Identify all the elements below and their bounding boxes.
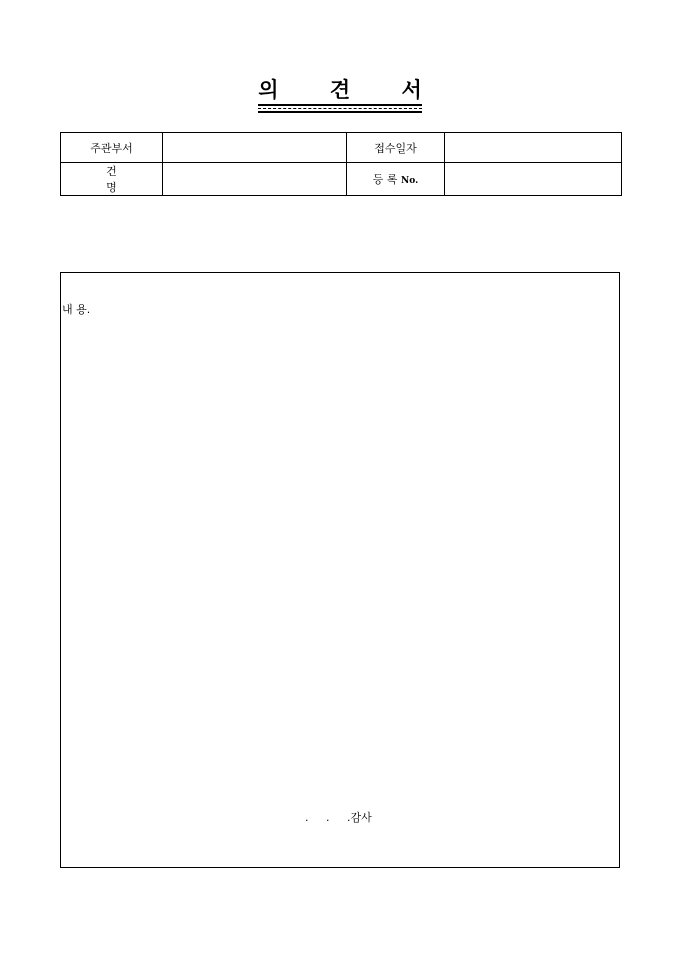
department-label: 주관부서 (61, 133, 163, 163)
registration-number-field[interactable] (445, 163, 622, 196)
table-row (61, 163, 622, 196)
content-label: 내 용. (62, 303, 91, 316)
title-underline-middle (258, 108, 422, 109)
subject-label: 건 명 (61, 163, 163, 196)
info-table (60, 132, 622, 196)
department-field[interactable] (163, 133, 347, 163)
receipt-date-field[interactable] (445, 133, 622, 163)
registration-no-suffix: No. (401, 176, 419, 186)
receipt-date-label: 접수일자 (347, 133, 445, 163)
table-row (61, 133, 622, 163)
title-area (0, 78, 680, 102)
title-underline-bottom (258, 111, 422, 113)
registration-label-text: 등 록 (372, 173, 398, 186)
registration-number-label (347, 163, 445, 196)
content-box[interactable] (60, 272, 620, 868)
subject-field[interactable] (163, 163, 347, 196)
signature-footer: . . .감사 (305, 811, 372, 824)
title-underline-top (258, 104, 422, 106)
document-title: 의 견 서 (258, 77, 444, 102)
